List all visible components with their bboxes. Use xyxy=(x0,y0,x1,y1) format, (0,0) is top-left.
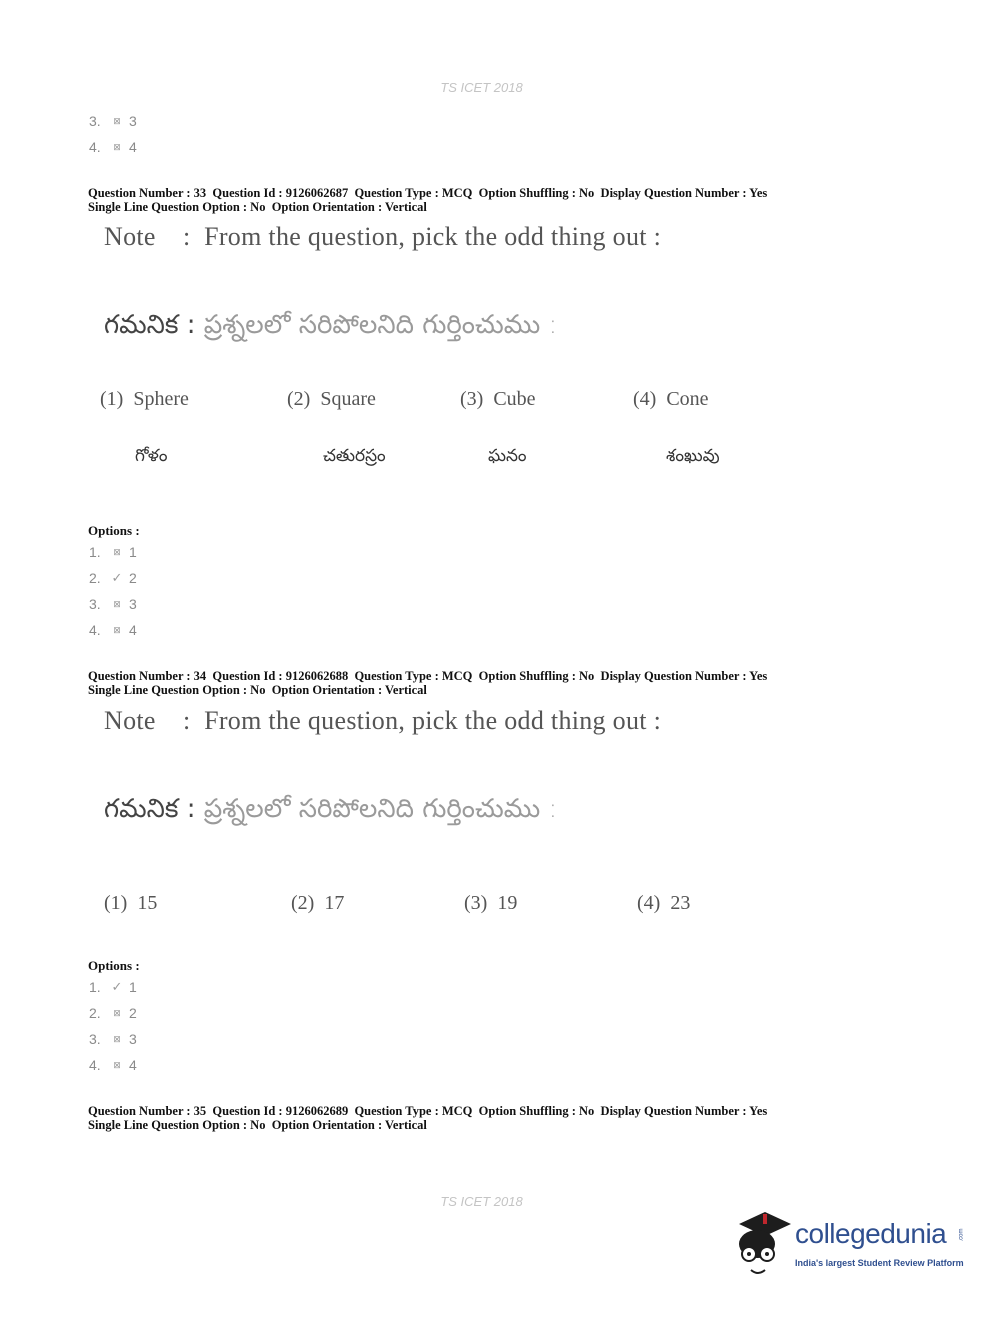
small-cross-icon: ⊠ xyxy=(113,1007,121,1018)
question-meta: Question Number : 34 Question Id : 9126062688 Question Type : MCQ Option Shuffling : No Display Question Number : Yes Single Line Question Option : No Option Orientation : Vertical xyxy=(88,669,768,697)
choice-telugu: ఘనం xyxy=(488,446,527,466)
choice-telugu: శంఖువు xyxy=(666,446,720,466)
check-mark-icon: ✓ xyxy=(111,570,123,585)
check-mark-icon: ✓ xyxy=(111,979,123,994)
page-header: TS ICET 2018 xyxy=(440,80,523,95)
option-row: 1. ⊠ 1 xyxy=(89,544,137,560)
question-meta: Question Number : 33 Question Id : 9126062687 Question Type : MCQ Option Shuffling : No Display Question Number : Yes Single Line Question Option : No Option Orientation : Vertical xyxy=(88,186,768,214)
option-row: 2. ⊠ 2 xyxy=(89,1005,137,1021)
logo-brand: collegedunia xyxy=(795,1218,947,1249)
collegedunia-logo xyxy=(735,1210,965,1280)
small-cross-icon: ⊠ xyxy=(113,1033,121,1044)
option-row: 4. ⊠ 4 xyxy=(89,1057,137,1073)
small-cross-icon: ⊠ xyxy=(113,115,121,126)
graduate-mascot-icon xyxy=(735,1210,795,1280)
small-cross-icon: ⊠ xyxy=(113,624,121,635)
logo-tagline: India's largest Student Review Platform xyxy=(795,1258,964,1268)
option-row: 3. ⊠ 3 xyxy=(89,596,137,612)
option-row: 2. ✓ 2 xyxy=(89,570,137,586)
small-cross-icon: ⊠ xyxy=(113,546,121,557)
option-row: 1. ✓ 1 xyxy=(89,979,137,995)
option-row: 3. ⊠ 3 xyxy=(89,1031,137,1047)
choice-item: (3) 19 xyxy=(464,892,518,914)
choice-item: (4) Cone xyxy=(633,388,709,410)
choice-item: (2) 17 xyxy=(291,892,345,914)
question-meta: Question Number : 35 Question Id : 9126062689 Question Type : MCQ Option Shuffling : No Display Question Number : Yes Single Line Question Option : No Option Orientation : Vertical xyxy=(88,1104,768,1132)
option-row: 4. ⊠ 4 xyxy=(89,139,137,155)
option-row: 3. ⊠ 3 xyxy=(89,113,137,129)
options-label: Options : xyxy=(88,523,140,538)
choice-item: (1) Sphere xyxy=(100,388,189,410)
page-footer: TS ICET 2018 xyxy=(440,1194,523,1209)
options-label: Options : xyxy=(88,958,140,973)
small-cross-icon: ⊠ xyxy=(113,141,121,152)
small-cross-icon: ⊠ xyxy=(113,1059,121,1070)
choice-item: (2) Square xyxy=(287,388,376,410)
choice-item: (4) 23 xyxy=(637,892,691,914)
choice-telugu: గోళం xyxy=(135,446,168,466)
question-note: Note : From the question, pick the odd thing out : xyxy=(104,222,662,251)
logo-suffix: .com xyxy=(958,1228,965,1242)
choice-telugu: చతురస్రం xyxy=(323,446,386,466)
small-cross-icon: ⊠ xyxy=(113,598,121,609)
question-note-telugu: గమనిక : ప్రశ్నలలో సరిపోలనిది గుర్తించుము : xyxy=(104,794,558,824)
choice-item: (1) 15 xyxy=(104,892,158,914)
question-note: Note : From the question, pick the odd thing out : xyxy=(104,706,662,735)
choice-item: (3) Cube xyxy=(460,388,536,410)
option-row: 4. ⊠ 4 xyxy=(89,622,137,638)
question-note-telugu: గమనిక : ప్రశ్నలలో సరిపోలనిది గుర్తించుము : xyxy=(104,310,558,340)
